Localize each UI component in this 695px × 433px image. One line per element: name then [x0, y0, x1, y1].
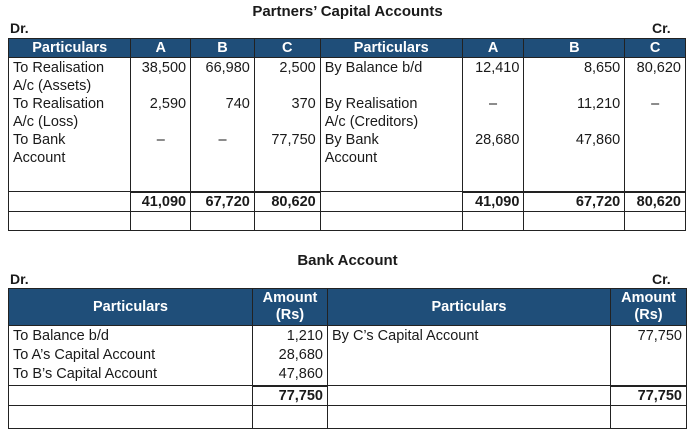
bank-dr-label: Dr. [10, 271, 29, 287]
bank-cr-label: Cr. [652, 271, 671, 287]
header-a-dr: A [131, 39, 191, 58]
bank-debit-amount: 28,680 [278, 347, 323, 363]
debit-a-value: 2,590 [149, 96, 187, 112]
header-a-cr: A [462, 39, 524, 58]
bank-credit-particulars-cell [328, 326, 611, 386]
credit-a-value: 28,680 [475, 132, 520, 148]
capital-accounts-title: Partners’ Capital Accounts [252, 3, 443, 20]
debit-c-value: 370 [291, 96, 316, 112]
debit-a-value: – [156, 132, 165, 148]
capital-cr-label: Cr. [652, 20, 671, 36]
capital-body-row [9, 58, 686, 192]
credit-a-value: 12,410 [475, 60, 520, 76]
total-debit-c: 80,620 [254, 192, 320, 212]
bank-header-amount-cr: Amount (Rs) [611, 289, 687, 326]
bank-total-credit: 77,750 [611, 386, 687, 406]
bank-body-row [9, 326, 687, 386]
credit-particular-line: By Bank [324, 132, 379, 148]
credit-particular-line: By Realisation [324, 96, 418, 112]
credit-particular-line: Account [324, 150, 378, 166]
bank-credit-label: By C’s Capital Account [332, 328, 479, 344]
debit-a-cell [131, 58, 191, 192]
header-particulars-dr: Particulars [9, 39, 131, 58]
bank-debit-amount: 1,210 [286, 328, 323, 344]
debit-c-cell [254, 58, 320, 192]
bank-credit-amount-cell [611, 326, 687, 386]
total-credit-c: 80,620 [625, 192, 686, 212]
debit-c-value: 2,500 [279, 60, 316, 76]
header-b-dr: B [191, 39, 255, 58]
header-c-dr: C [254, 39, 320, 58]
credit-b-value: 8,650 [583, 60, 621, 76]
total-debit-a: 41,090 [131, 192, 191, 212]
debit-particular-line: Account [13, 150, 66, 166]
credit-a-value: – [489, 96, 498, 112]
debit-c-value: 77,750 [271, 132, 316, 148]
credit-particulars-cell [320, 58, 462, 192]
header-b-cr: B [524, 39, 625, 58]
debit-b-value: 740 [225, 96, 250, 112]
capital-header-row [9, 39, 686, 58]
bank-header-particulars-cr: Particulars [328, 289, 611, 326]
bank-debit-particulars-cell [9, 326, 253, 386]
bank-debit-amount: 47,860 [278, 366, 323, 382]
total-credit-b: 67,720 [524, 192, 625, 212]
bank-account-title: Bank Account [297, 252, 398, 269]
debit-particular-line: A/c (Loss) [13, 114, 79, 130]
credit-b-cell [524, 58, 625, 192]
bank-debit-label: To B’s Capital Account [13, 366, 158, 382]
credit-particular-line: A/c (Creditors) [324, 114, 419, 130]
debit-particular-line: To Realisation [13, 96, 105, 112]
credit-b-value: 11,210 [576, 96, 621, 112]
bank-account-table [8, 288, 687, 429]
bank-credit-amount: 77,750 [637, 328, 682, 344]
credit-b-value: 47,860 [575, 132, 621, 148]
credit-particular-line: By Balance b/d [324, 60, 423, 76]
debit-particular-line: A/c (Assets) [13, 78, 92, 94]
bank-tail-row [9, 405, 687, 428]
bank-total-debit: 77,750 [253, 386, 328, 406]
credit-c-value: – [651, 96, 660, 112]
capital-totals-row [9, 192, 686, 212]
bank-debit-amount-cell [253, 326, 328, 386]
credit-c-cell [625, 58, 686, 192]
debit-particulars-cell [9, 58, 131, 192]
debit-b-value: – [218, 132, 227, 148]
credit-c-value: 80,620 [636, 60, 681, 76]
bank-totals-row [9, 386, 687, 406]
bank-header-amount-dr: Amount (Rs) [253, 289, 328, 326]
total-debit-b: 67,720 [191, 192, 255, 212]
capital-accounts-table [8, 38, 686, 231]
debit-particular-line: To Bank [13, 132, 66, 148]
debit-b-value: 66,980 [205, 60, 250, 76]
bank-debit-label: To A’s Capital Account [13, 347, 156, 363]
capital-tail-row [9, 211, 686, 230]
bank-debit-label: To Balance b/d [13, 328, 109, 344]
debit-a-value: 38,500 [141, 60, 187, 76]
credit-a-cell [462, 58, 524, 192]
debit-b-cell [191, 58, 255, 192]
total-credit-a: 41,090 [462, 192, 524, 212]
header-c-cr: C [625, 39, 686, 58]
header-particulars-cr: Particulars [320, 39, 462, 58]
bank-header-row [9, 289, 687, 326]
bank-header-particulars-dr: Particulars [9, 289, 253, 326]
debit-particular-line: To Realisation [13, 60, 105, 76]
capital-dr-label: Dr. [10, 20, 29, 36]
